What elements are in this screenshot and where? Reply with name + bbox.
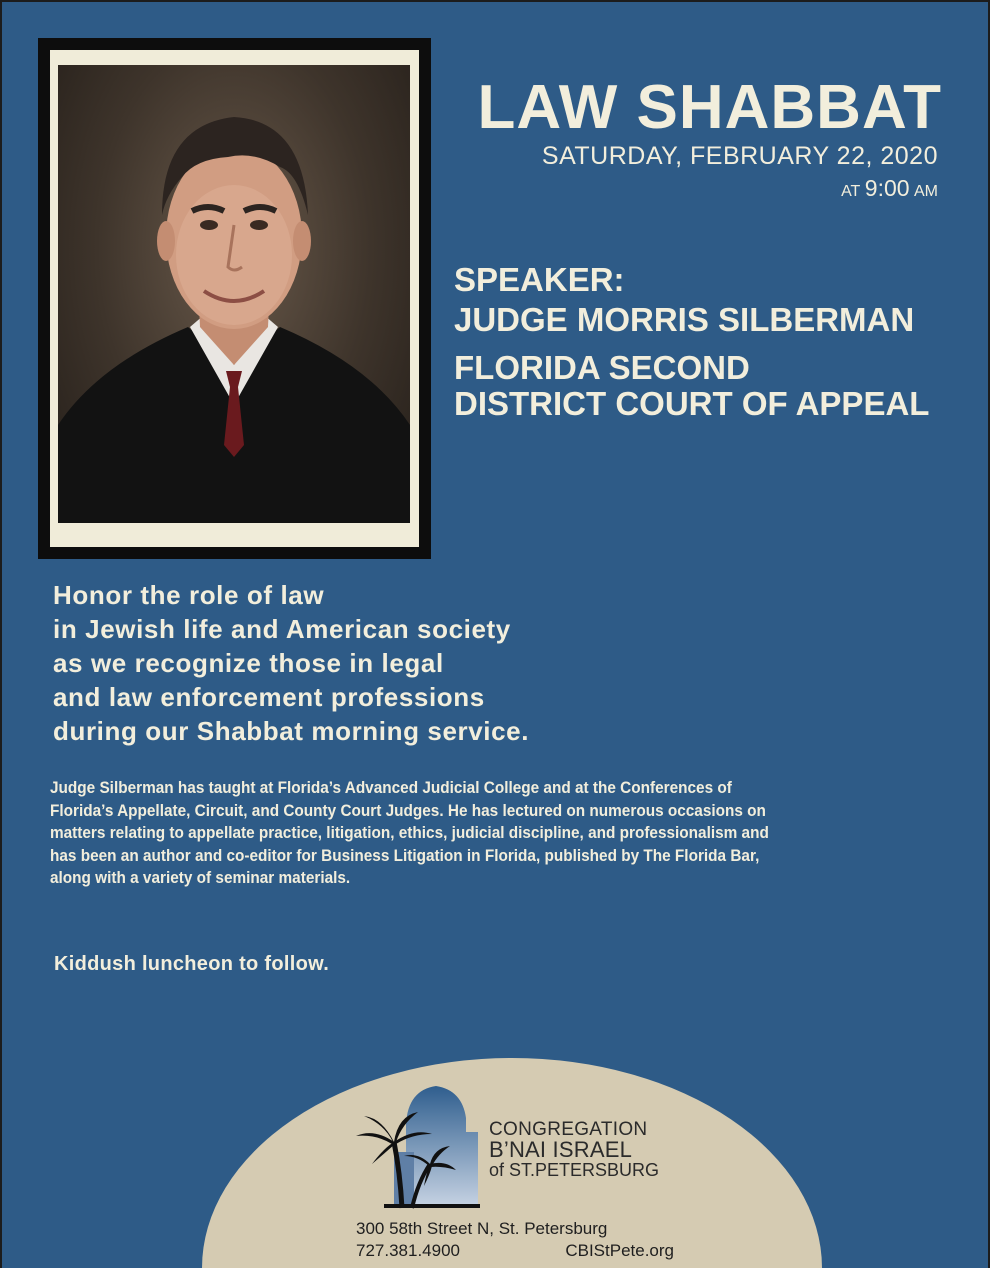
org-line-2: B’NAI ISRAEL: [489, 1137, 633, 1162]
bio-line: Judge Silberman has taught at Florida’s Advanced Judicial College and at the Conferences of: [50, 779, 732, 797]
street-address: 300 58th Street N, St. Petersburg: [356, 1219, 608, 1238]
bottom-margin: [0, 1268, 990, 1281]
event-date: SATURDAY, FEBRUARY 22, 2020: [541, 142, 938, 170]
event-time: [702, 174, 938, 206]
org-line-3: of ST.PETERSBURG: [489, 1160, 660, 1180]
speaker-label: SPEAKER:: [454, 261, 625, 298]
time-value: 9:00: [864, 175, 910, 201]
honor-statement: [53, 578, 673, 748]
bio-line: Florida’s Appellate, Circuit, and County Court Judges. He has lectured on numerous occasions on: [50, 801, 766, 820]
congregation-logo: [354, 1082, 484, 1212]
contact-block: [356, 1218, 674, 1262]
honor-line: during our Shabbat morning service.: [53, 716, 530, 746]
speaker-bio: [50, 777, 868, 890]
court-line-1: FLORIDA SECOND: [454, 349, 750, 386]
honor-line: in Jewish life and American society: [53, 614, 511, 644]
congregation-name: [489, 1120, 659, 1180]
speaker-photo: [58, 65, 410, 523]
honor-line: Honor the role of law: [53, 580, 325, 610]
bio-line: matters relating to appellate practice, litigation, ethics, judicial discipline, and professionalism and: [50, 824, 769, 842]
website-link[interactable]: CBIStPete.org: [565, 1241, 674, 1260]
honor-line: and law enforcement professions: [53, 682, 485, 712]
bio-line: along with a variety of seminar materials.: [50, 869, 351, 887]
phone-number: 727.381.4900: [356, 1241, 460, 1260]
speaker-photo-frame: [38, 38, 431, 559]
court-line-2: DISTRICT COURT OF APPEAL: [454, 385, 930, 422]
time-suffix: AM: [914, 183, 938, 200]
org-line-1: CONGREGATION: [489, 1119, 648, 1140]
kiddush-note: Kiddush luncheon to follow.: [54, 953, 330, 975]
time-prefix: AT: [841, 183, 861, 200]
photo-mat: [50, 50, 419, 547]
event-title: LAW SHABBAT: [477, 73, 942, 142]
honor-line: as we recognize those in legal: [53, 648, 444, 678]
speaker-name: JUDGE MORRIS SILBERMAN: [454, 301, 915, 338]
bio-line: has been an author and co-editor for Business Litigation in Florida, published by The Florida Bar,: [50, 846, 760, 865]
